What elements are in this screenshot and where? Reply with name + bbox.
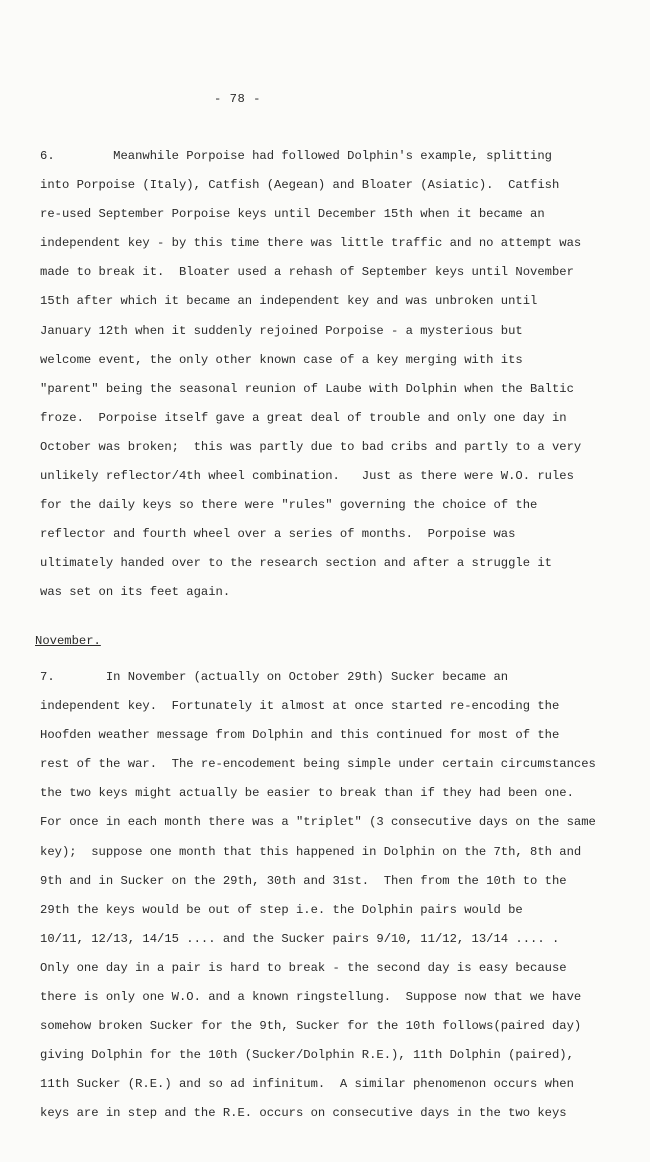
- text-line: 10/11, 12/13, 14/15 .... and the Sucker pairs 9/10, 11/12, 13/14 .... .: [40, 931, 560, 946]
- text-line: reflector and fourth wheel over a series of months. Porpoise was: [40, 527, 516, 542]
- text-line: 11th Sucker (R.E.) and so ad infinitum. A similar phenomenon occurs when: [40, 1077, 574, 1092]
- text-line: 15th after which it became an independent key and was unbroken until: [40, 294, 538, 309]
- text-line: somehow broken Sucker for the 9th, Sucker for the 10th follows(paired day): [40, 1019, 582, 1034]
- text-line: October was broken; this was partly due to bad cribs and partly to a very: [40, 439, 582, 454]
- text-line: independent key. Fortunately it almost at once started re-encoding the: [40, 699, 560, 714]
- text-line: there is only one W.O. and a known ringstellung. Suppose now that we have: [40, 990, 582, 1005]
- text-line: giving Dolphin for the 10th (Sucker/Dolphin R.E.), 11th Dolphin (paired),: [40, 1048, 574, 1063]
- text-line: 9th and in Sucker on the 29th, 30th and 31st. Then from the 10th to the: [40, 873, 567, 888]
- text-line: key); suppose one month that this happened in Dolphin on the 7th, 8th and: [40, 844, 582, 859]
- text-line: was set on its feet again.: [40, 585, 231, 600]
- page-number: - 78 -: [214, 92, 261, 106]
- text-line: for the daily keys so there were "rules" governing the choice of the: [40, 498, 538, 513]
- text-line: made to break it. Bloater used a rehash of September keys until November: [40, 265, 574, 280]
- text-line: 7. In November (actually on October 29th) Sucker became an: [40, 670, 509, 684]
- text-line: into Porpoise (Italy), Catfish (Aegean) and Bloater (Asiatic). Catfish: [40, 178, 560, 193]
- text-line: keys are in step and the R.E. occurs on consecutive days in the two keys: [40, 1106, 567, 1121]
- paragraph-6: [40, 142, 600, 608]
- text-line: "parent" being the seasonal reunion of Laube with Dolphin when the Baltic: [40, 381, 574, 396]
- text-line: Only one day in a pair is hard to break - the second day is easy because: [40, 960, 567, 975]
- text-line: For once in each month there was a "triplet" (3 consecutive days on the same: [40, 815, 596, 830]
- text-line: welcome event, the only other known case of a key merging with its: [40, 352, 523, 367]
- section-heading-november: November.: [35, 634, 101, 648]
- text-line: froze. Porpoise itself gave a great deal of trouble and only one day in: [40, 410, 567, 425]
- text-line: 6. Meanwhile Porpoise had followed Dolphin's example, splitting: [40, 149, 552, 163]
- text-line: re-used September Porpoise keys until December 15th when it became an: [40, 207, 545, 222]
- text-line: 29th the keys would be out of step i.e. the Dolphin pairs would be: [40, 902, 523, 917]
- text-line: rest of the war. The re-encodement being simple under certain circumstances: [40, 757, 596, 772]
- text-line: the two keys might actually be easier to break than if they had been one.: [40, 786, 574, 801]
- text-line: independent key - by this time there was little traffic and no attempt was: [40, 236, 582, 251]
- text-line: Hoofden weather message from Dolphin and this continued for most of the: [40, 728, 560, 743]
- text-line: ultimately handed over to the research section and after a struggle it: [40, 556, 552, 571]
- text-line: January 12th when it suddenly rejoined Porpoise - a mysterious but: [40, 323, 523, 338]
- paragraph-7: [40, 663, 600, 1129]
- text-line: unlikely reflector/4th wheel combination. Just as there were W.O. rules: [40, 469, 574, 484]
